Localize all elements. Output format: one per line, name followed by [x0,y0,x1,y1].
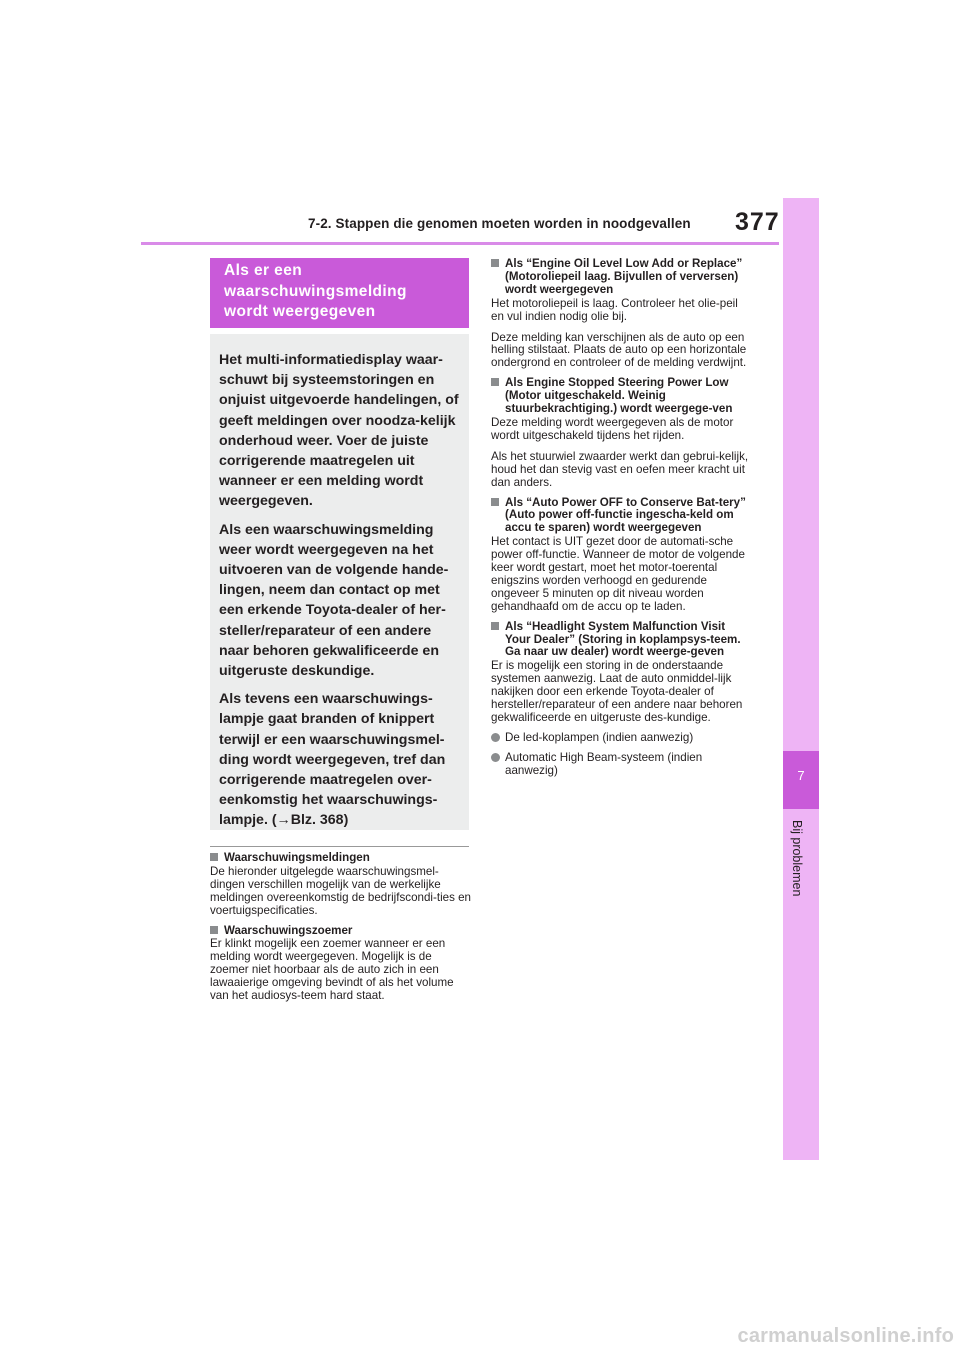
section-heading: Als “Headlight System Malfunction Visit Your Dealer” (Storing in koplampsys-teem. Ga naar uw dealer) wordt weerge-geven [491,621,753,660]
circle-bullet-icon [491,733,500,742]
body-paragraph: Het contact is UIT gezet door de automati-sche power off-functie. Wanneer de motor de volgende keer wordt gestart, moet het motor-toerental enigszins worden verhoogd en gedurende ongeveer 5 minuten op dit niveau worden gehandhaafd om de accu op te laden. [491,535,745,613]
square-bullet-icon [491,498,499,506]
body-paragraph: Deze melding kan verschijnen als de auto op een helling stilstaat. Plaats de auto op een horizontale ondergrond en controleer of de melding verdwijnt. [491,330,747,370]
callout-paragraph: Het multi-informatiedisplay waar-schuwt bij systeemstoringen en onjuist uitgevoerde handelingen, of geeft meldingen over noodza-kelijk onderhoud weer. Voer de juiste corrigerende maatregelen uit wanneer er een melding wordt weergegeven. [219,352,459,510]
square-bullet-icon [491,259,499,267]
watermark-link[interactable]: carmanualsonline.info [737,1325,954,1347]
list-item: Automatic High Beam-systeem (indien aanwezig) [491,752,753,778]
callout-paragraph: Als een waarschuwingsmelding weer wordt weergegeven na het uitvoeren van de volgende hande-lingen, neem dan contact op met een erkende Toyota-dealer of her-steller/reparateur of een andere naar behoren gekwalificeerde en uitgeruste deskundige. [219,521,449,680]
square-bullet-icon [210,926,218,934]
body-paragraph: Het motoroliepeil is laag. Controleer het olie-peil en vul indien nodig olie bij. [491,296,738,323]
left-column [210,852,472,1003]
callout-title: Als er een waarschuwingsmelding wordt weergegeven [210,258,469,328]
body-paragraph: Er klinkt mogelijk een zoemer wanneer er een melding wordt weergegeven. Mogelijk is de zoemer niet hoorbaar als de auto zich in een lawaaierige omgeving bevindt of als het volume van het audiosys-teem hard staat. [210,937,454,1003]
square-bullet-icon [491,378,499,386]
section-heading: Waarschuwingszoemer [210,925,472,938]
list-item: De led-koplampen (indien aanwezig) [491,732,753,745]
section-heading: Als Engine Stopped Steering Power Low (Motor uitgeschakeld. Weinig stuurbekrachtiging.) wordt weergege-ven [491,377,753,416]
section-header-title: 7-2. Stappen die genomen moeten worden in noodgevallen [308,216,691,231]
body-paragraph: Deze melding wordt weergegeven als de motor wordt uitgeschakeld tijdens het rijden. [491,415,734,442]
body-paragraph: Als het stuurwiel zwaarder werkt dan gebrui-kelijk, houd het dan stevig vast en oefen meer kracht uit dan anders. [491,449,749,489]
body-paragraph: Er is mogelijk een storing in de onderstaande systemen aanwezig. Laat de auto onmiddel-lijk nakijken door een erkende Toyota-dealer of hersteller/reparateur of een andere naar behoren gekwalificeerde en uitgeruste des-kundige. [491,659,743,724]
right-column [491,258,753,778]
page-number: 377 [735,208,780,236]
chapter-label: Bij problemen [790,820,804,897]
header-rule [141,242,779,245]
section-heading: Waarschuwingsmeldingen [210,852,472,865]
body-paragraph: De hieronder uitgelegde waarschuwingsmel-dingen verschillen mogelijk van de werkelijke meldingen overeenkomstig de bedrijfscondi-ties en voertuigspecificaties. [210,864,472,917]
section-divider [210,846,469,847]
section-heading: Als “Engine Oil Level Low Add or Replace” (Motoroliepeil laag. Bijvullen of verversen) wordt weergegeven [491,258,753,297]
square-bullet-icon [491,622,499,630]
square-bullet-icon [210,853,218,861]
callout-paragraph: Als tevens een waarschuwings-lampje gaat branden of knippert terwijl er een waarschuwingsmel-ding wordt weergegeven, tref dan corrigerende maatregelen over-eenkomstig het waarschuwings-lampje. (→Blz. 368) [219,691,446,829]
section-heading: Als “Auto Power OFF to Conserve Bat-tery” (Auto power off-functie ingescha-keld om accu te sparen) wordt weergegeven [491,497,753,536]
callout-body [210,334,469,830]
chapter-number: 7 [797,768,805,783]
circle-bullet-icon [491,753,500,762]
chapter-tab-strip [783,198,819,1160]
